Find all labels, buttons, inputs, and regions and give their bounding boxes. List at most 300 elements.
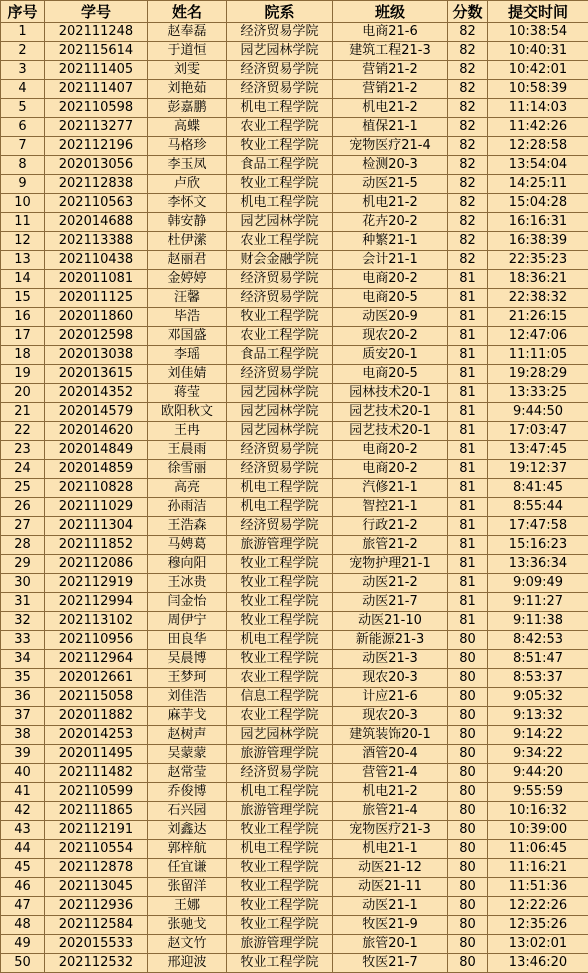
table-row	[1, 194, 588, 213]
cell-student-id: 202110598	[45, 99, 148, 118]
cell-class: 旅管20-1	[333, 935, 448, 954]
cell-student-id: 202111852	[45, 536, 148, 555]
cell-name: 田良华	[148, 631, 227, 650]
cell-name: 蒋莹	[148, 384, 227, 403]
cell-class: 机电21-2	[333, 194, 448, 213]
cell-class: 行政21-2	[333, 517, 448, 536]
cell-index: 29	[1, 555, 45, 574]
cell-submit-time: 16:38:39	[488, 232, 588, 251]
cell-college: 农业工程学院	[227, 327, 333, 346]
cell-index: 14	[1, 270, 45, 289]
cell-index: 39	[1, 745, 45, 764]
cell-college: 旅游管理学院	[227, 536, 333, 555]
cell-name: 王浩森	[148, 517, 227, 536]
cell-score: 80	[448, 935, 488, 954]
cell-name: 麻芋戈	[148, 707, 227, 726]
cell-class: 动医20-9	[333, 308, 448, 327]
cell-submit-time: 11:16:21	[488, 859, 588, 878]
cell-submit-time: 8:53:37	[488, 669, 588, 688]
cell-submit-time: 22:35:23	[488, 251, 588, 270]
cell-student-id: 202112584	[45, 916, 148, 935]
cell-student-id: 202014849	[45, 441, 148, 460]
cell-score: 82	[448, 213, 488, 232]
cell-submit-time: 11:51:36	[488, 878, 588, 897]
cell-name: 徐雪丽	[148, 460, 227, 479]
cell-submit-time: 12:22:26	[488, 897, 588, 916]
cell-submit-time: 10:39:00	[488, 821, 588, 840]
cell-class: 机电21-2	[333, 99, 448, 118]
cell-class: 动医21-2	[333, 574, 448, 593]
cell-score: 80	[448, 707, 488, 726]
cell-submit-time: 8:55:44	[488, 498, 588, 517]
cell-score: 82	[448, 118, 488, 137]
cell-score: 81	[448, 289, 488, 308]
cell-college: 经济贸易学院	[227, 365, 333, 384]
table-row	[1, 498, 588, 517]
table-row	[1, 897, 588, 916]
table-row	[1, 783, 588, 802]
cell-class: 动医21-11	[333, 878, 448, 897]
cell-class: 质安20-1	[333, 346, 448, 365]
cell-index: 40	[1, 764, 45, 783]
table-row	[1, 23, 588, 42]
cell-index: 49	[1, 935, 45, 954]
table-row	[1, 308, 588, 327]
cell-submit-time: 9:09:49	[488, 574, 588, 593]
cell-score: 81	[448, 270, 488, 289]
table-row	[1, 137, 588, 156]
table-row	[1, 42, 588, 61]
cell-college: 经济贸易学院	[227, 270, 333, 289]
cell-college: 食品工程学院	[227, 156, 333, 175]
cell-submit-time: 19:12:37	[488, 460, 588, 479]
cell-name: 杜伊潆	[148, 232, 227, 251]
cell-index: 37	[1, 707, 45, 726]
cell-score: 82	[448, 61, 488, 80]
cell-student-id: 202110828	[45, 479, 148, 498]
table-row	[1, 80, 588, 99]
cell-student-id: 202012661	[45, 669, 148, 688]
cell-student-id: 202014579	[45, 403, 148, 422]
cell-score: 82	[448, 42, 488, 61]
cell-college: 旅游管理学院	[227, 745, 333, 764]
cell-submit-time: 12:47:06	[488, 327, 588, 346]
cell-score: 81	[448, 574, 488, 593]
cell-name: 欧阳秋文	[148, 403, 227, 422]
cell-student-id: 202110599	[45, 783, 148, 802]
cell-college: 机电工程学院	[227, 99, 333, 118]
cell-student-id: 202013038	[45, 346, 148, 365]
cell-class: 电商20-5	[333, 365, 448, 384]
cell-name: 张留洋	[148, 878, 227, 897]
cell-name: 郭梓航	[148, 840, 227, 859]
cell-student-id: 202111405	[45, 61, 148, 80]
cell-student-id: 202112196	[45, 137, 148, 156]
table-row	[1, 593, 588, 612]
cell-submit-time: 10:40:31	[488, 42, 588, 61]
cell-index: 5	[1, 99, 45, 118]
cell-student-id: 202111029	[45, 498, 148, 517]
cell-index: 43	[1, 821, 45, 840]
cell-class: 动医21-12	[333, 859, 448, 878]
cell-score: 80	[448, 669, 488, 688]
cell-submit-time: 10:38:54	[488, 23, 588, 42]
cell-college: 机电工程学院	[227, 498, 333, 517]
cell-student-id: 202113388	[45, 232, 148, 251]
table-row	[1, 422, 588, 441]
cell-student-id: 202014620	[45, 422, 148, 441]
cell-submit-time: 13:46:20	[488, 954, 588, 973]
cell-college: 牧业工程学院	[227, 175, 333, 194]
cell-class: 种繁21-1	[333, 232, 448, 251]
cell-index: 44	[1, 840, 45, 859]
cell-name: 刘佳浩	[148, 688, 227, 707]
cell-class: 牧医21-9	[333, 916, 448, 935]
table-row	[1, 555, 588, 574]
cell-name: 石兴园	[148, 802, 227, 821]
cell-class: 机电21-1	[333, 840, 448, 859]
cell-index: 8	[1, 156, 45, 175]
cell-name: 王娜	[148, 897, 227, 916]
cell-name: 赵奉磊	[148, 23, 227, 42]
cell-index: 22	[1, 422, 45, 441]
table-row	[1, 707, 588, 726]
cell-submit-time: 8:42:53	[488, 631, 588, 650]
cell-name: 李玉凤	[148, 156, 227, 175]
cell-college: 农业工程学院	[227, 669, 333, 688]
cell-score: 80	[448, 821, 488, 840]
cell-score: 81	[448, 384, 488, 403]
cell-index: 20	[1, 384, 45, 403]
cell-score: 80	[448, 745, 488, 764]
cell-name: 金婷婷	[148, 270, 227, 289]
cell-name: 彭嘉鹏	[148, 99, 227, 118]
cell-class: 计应21-6	[333, 688, 448, 707]
table-row	[1, 327, 588, 346]
cell-index: 17	[1, 327, 45, 346]
cell-submit-time: 9:14:22	[488, 726, 588, 745]
cell-class: 宠物医疗21-3	[333, 821, 448, 840]
cell-college: 牧业工程学院	[227, 821, 333, 840]
cell-submit-time: 10:58:39	[488, 80, 588, 99]
cell-college: 经济贸易学院	[227, 460, 333, 479]
cell-student-id: 202112936	[45, 897, 148, 916]
cell-class: 电商20-2	[333, 441, 448, 460]
cell-student-id: 202112532	[45, 954, 148, 973]
cell-index: 4	[1, 80, 45, 99]
cell-student-id: 202111407	[45, 80, 148, 99]
cell-college: 食品工程学院	[227, 346, 333, 365]
header-index: 序号	[1, 1, 45, 23]
cell-name: 马娉葛	[148, 536, 227, 555]
cell-name: 于道恒	[148, 42, 227, 61]
cell-score: 80	[448, 726, 488, 745]
cell-name: 高蝶	[148, 118, 227, 137]
cell-submit-time: 22:38:32	[488, 289, 588, 308]
cell-class: 智控21-1	[333, 498, 448, 517]
header-row	[1, 1, 588, 23]
cell-student-id: 202113102	[45, 612, 148, 631]
cell-college: 农业工程学院	[227, 707, 333, 726]
cell-submit-time: 9:34:22	[488, 745, 588, 764]
cell-student-id: 202014352	[45, 384, 148, 403]
cell-index: 25	[1, 479, 45, 498]
table-row	[1, 859, 588, 878]
table-row	[1, 460, 588, 479]
cell-name: 吴晨博	[148, 650, 227, 669]
cell-name: 李怀文	[148, 194, 227, 213]
cell-score: 81	[448, 612, 488, 631]
cell-college: 经济贸易学院	[227, 764, 333, 783]
table-row	[1, 232, 588, 251]
cell-submit-time: 9:13:32	[488, 707, 588, 726]
cell-name: 王冰贵	[148, 574, 227, 593]
cell-score: 80	[448, 859, 488, 878]
cell-name: 邢迎波	[148, 954, 227, 973]
cell-class: 电商20-5	[333, 289, 448, 308]
cell-class: 动医21-10	[333, 612, 448, 631]
cell-name: 马格珍	[148, 137, 227, 156]
cell-submit-time: 11:14:03	[488, 99, 588, 118]
table-row	[1, 840, 588, 859]
cell-class: 园艺技术20-1	[333, 403, 448, 422]
cell-name: 任宜谦	[148, 859, 227, 878]
cell-score: 81	[448, 517, 488, 536]
cell-index: 9	[1, 175, 45, 194]
cell-index: 36	[1, 688, 45, 707]
cell-college: 信息工程学院	[227, 688, 333, 707]
table-row	[1, 156, 588, 175]
cell-submit-time: 16:16:31	[488, 213, 588, 232]
table-row	[1, 175, 588, 194]
cell-submit-time: 11:42:26	[488, 118, 588, 137]
cell-student-id: 202111304	[45, 517, 148, 536]
cell-student-id: 202110956	[45, 631, 148, 650]
table-row	[1, 213, 588, 232]
cell-student-id: 202011882	[45, 707, 148, 726]
header-college: 院系	[227, 1, 333, 23]
cell-index: 13	[1, 251, 45, 270]
cell-college: 机电工程学院	[227, 840, 333, 859]
cell-score: 80	[448, 783, 488, 802]
cell-class: 电商20-2	[333, 270, 448, 289]
cell-college: 牧业工程学院	[227, 650, 333, 669]
cell-student-id: 202013615	[45, 365, 148, 384]
cell-student-id: 202113277	[45, 118, 148, 137]
cell-score: 81	[448, 365, 488, 384]
cell-score: 81	[448, 441, 488, 460]
cell-index: 19	[1, 365, 45, 384]
cell-index: 26	[1, 498, 45, 517]
cell-student-id: 202110438	[45, 251, 148, 270]
cell-class: 营销21-2	[333, 80, 448, 99]
cell-college: 牧业工程学院	[227, 859, 333, 878]
cell-college: 经济贸易学院	[227, 61, 333, 80]
cell-index: 15	[1, 289, 45, 308]
cell-class: 酒管20-4	[333, 745, 448, 764]
cell-college: 牧业工程学院	[227, 593, 333, 612]
cell-index: 18	[1, 346, 45, 365]
table-row	[1, 574, 588, 593]
cell-college: 牧业工程学院	[227, 308, 333, 327]
cell-name: 韩安静	[148, 213, 227, 232]
table-row	[1, 403, 588, 422]
cell-index: 11	[1, 213, 45, 232]
cell-college: 机电工程学院	[227, 631, 333, 650]
cell-score: 80	[448, 631, 488, 650]
cell-name: 王冉	[148, 422, 227, 441]
cell-index: 12	[1, 232, 45, 251]
cell-score: 80	[448, 688, 488, 707]
cell-score: 82	[448, 99, 488, 118]
cell-submit-time: 13:36:34	[488, 555, 588, 574]
cell-score: 80	[448, 897, 488, 916]
cell-student-id: 202112838	[45, 175, 148, 194]
cell-score: 81	[448, 403, 488, 422]
cell-name: 刘鑫达	[148, 821, 227, 840]
table-row	[1, 821, 588, 840]
cell-college: 机电工程学院	[227, 194, 333, 213]
cell-student-id: 202014859	[45, 460, 148, 479]
table-row	[1, 118, 588, 137]
cell-class: 汽修21-1	[333, 479, 448, 498]
cell-college: 旅游管理学院	[227, 935, 333, 954]
cell-class: 机电21-2	[333, 783, 448, 802]
cell-name: 刘佳婧	[148, 365, 227, 384]
cell-college: 机电工程学院	[227, 783, 333, 802]
table-row	[1, 384, 588, 403]
cell-index: 24	[1, 460, 45, 479]
cell-college: 牧业工程学院	[227, 954, 333, 973]
table-row	[1, 802, 588, 821]
cell-class: 现农20-3	[333, 669, 448, 688]
cell-score: 82	[448, 80, 488, 99]
cell-student-id: 202115614	[45, 42, 148, 61]
cell-student-id: 202112878	[45, 859, 148, 878]
cell-student-id: 202112191	[45, 821, 148, 840]
cell-college: 农业工程学院	[227, 232, 333, 251]
cell-class: 动医21-5	[333, 175, 448, 194]
cell-college: 旅游管理学院	[227, 802, 333, 821]
cell-score: 81	[448, 593, 488, 612]
cell-score: 81	[448, 346, 488, 365]
cell-class: 宠物护理21-1	[333, 555, 448, 574]
cell-index: 32	[1, 612, 45, 631]
cell-index: 28	[1, 536, 45, 555]
cell-score: 80	[448, 954, 488, 973]
cell-student-id: 202011495	[45, 745, 148, 764]
cell-class: 花卉20-2	[333, 213, 448, 232]
cell-score: 81	[448, 422, 488, 441]
cell-index: 35	[1, 669, 45, 688]
cell-name: 卢欣	[148, 175, 227, 194]
cell-submit-time: 9:11:27	[488, 593, 588, 612]
table-row	[1, 251, 588, 270]
cell-index: 16	[1, 308, 45, 327]
table-row	[1, 365, 588, 384]
cell-score: 82	[448, 251, 488, 270]
table-row	[1, 935, 588, 954]
cell-student-id: 202011125	[45, 289, 148, 308]
cell-class: 园艺技术20-1	[333, 422, 448, 441]
cell-student-id: 202013056	[45, 156, 148, 175]
table-row	[1, 631, 588, 650]
cell-submit-time: 13:54:04	[488, 156, 588, 175]
cell-index: 6	[1, 118, 45, 137]
cell-name: 张驰戈	[148, 916, 227, 935]
cell-class: 动医21-3	[333, 650, 448, 669]
cell-score: 82	[448, 194, 488, 213]
table-row	[1, 61, 588, 80]
cell-submit-time: 8:41:45	[488, 479, 588, 498]
cell-submit-time: 9:44:50	[488, 403, 588, 422]
cell-score: 81	[448, 536, 488, 555]
header-class: 班级	[333, 1, 448, 23]
cell-name: 周伊宁	[148, 612, 227, 631]
header-submit-time: 提交时间	[488, 1, 588, 23]
table-row	[1, 688, 588, 707]
cell-college: 经济贸易学院	[227, 517, 333, 536]
cell-college: 财会金融学院	[227, 251, 333, 270]
cell-name: 闫金怡	[148, 593, 227, 612]
cell-submit-time: 10:16:32	[488, 802, 588, 821]
cell-class: 建筑装饰20-1	[333, 726, 448, 745]
cell-score: 81	[448, 555, 488, 574]
cell-index: 33	[1, 631, 45, 650]
cell-submit-time: 13:47:45	[488, 441, 588, 460]
cell-submit-time: 8:51:47	[488, 650, 588, 669]
cell-score: 80	[448, 840, 488, 859]
cell-student-id: 202110554	[45, 840, 148, 859]
cell-submit-time: 12:28:58	[488, 137, 588, 156]
table-row	[1, 479, 588, 498]
cell-class: 现农20-3	[333, 707, 448, 726]
cell-name: 刘艳茹	[148, 80, 227, 99]
cell-index: 10	[1, 194, 45, 213]
cell-student-id: 202011860	[45, 308, 148, 327]
table-row	[1, 441, 588, 460]
table-row	[1, 878, 588, 897]
cell-submit-time: 15:04:28	[488, 194, 588, 213]
cell-score: 82	[448, 175, 488, 194]
table-row	[1, 346, 588, 365]
cell-submit-time: 10:42:01	[488, 61, 588, 80]
cell-class: 电商21-6	[333, 23, 448, 42]
cell-class: 建筑工程21-3	[333, 42, 448, 61]
table-row	[1, 536, 588, 555]
cell-college: 园艺园林学院	[227, 726, 333, 745]
cell-index: 50	[1, 954, 45, 973]
cell-index: 45	[1, 859, 45, 878]
cell-class: 营销21-2	[333, 61, 448, 80]
cell-class: 会计21-1	[333, 251, 448, 270]
cell-score: 80	[448, 878, 488, 897]
cell-college: 园艺园林学院	[227, 384, 333, 403]
cell-class: 旅管21-2	[333, 536, 448, 555]
cell-college: 牧业工程学院	[227, 612, 333, 631]
cell-score: 80	[448, 764, 488, 783]
header-score: 分数	[448, 1, 488, 23]
cell-college: 机电工程学院	[227, 479, 333, 498]
cell-student-id: 202111865	[45, 802, 148, 821]
cell-score: 82	[448, 156, 488, 175]
cell-class: 新能源21-3	[333, 631, 448, 650]
cell-score: 81	[448, 498, 488, 517]
cell-index: 42	[1, 802, 45, 821]
cell-index: 38	[1, 726, 45, 745]
cell-college: 牧业工程学院	[227, 878, 333, 897]
cell-student-id: 202011081	[45, 270, 148, 289]
